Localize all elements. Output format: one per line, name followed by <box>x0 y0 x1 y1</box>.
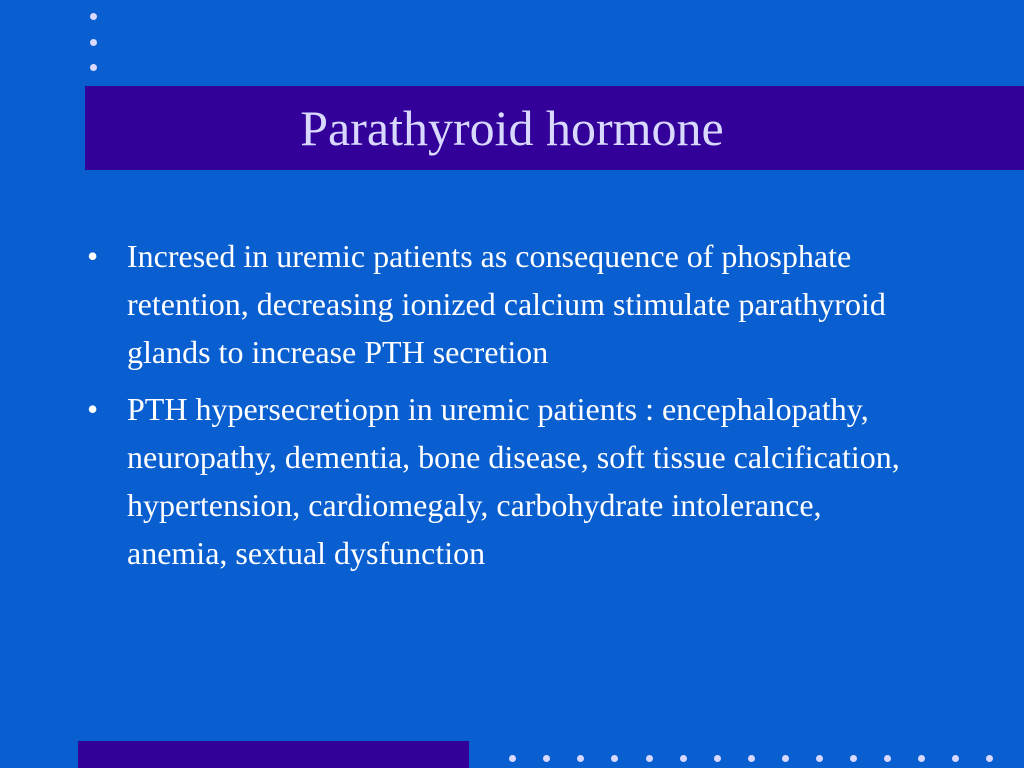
bullet-item <box>85 385 915 577</box>
decorative-dot <box>680 755 687 762</box>
decorative-dot <box>782 755 789 762</box>
slide-title: Parathyroid hormone <box>300 100 724 156</box>
bullet-text: Incresed in uremic patients as consequence of phosphate retention, decreasing ionized calcium stimulate parathyroid glands to increase PTH secretion <box>127 238 886 370</box>
decorative-dot <box>918 755 925 762</box>
decorative-dot <box>714 755 721 762</box>
bullet-marker: • <box>87 238 99 274</box>
decorative-dot <box>748 755 755 762</box>
decorative-dot <box>952 755 959 762</box>
decorative-dot <box>816 755 823 762</box>
bullet-marker: • <box>87 391 99 427</box>
decorative-dot <box>611 755 618 762</box>
bullet-list <box>85 232 915 586</box>
bottom-accent-bar <box>78 741 469 768</box>
decorative-dot <box>90 13 97 20</box>
decorative-dot <box>986 755 993 762</box>
decorative-dot <box>577 755 584 762</box>
decorative-dot <box>646 755 653 762</box>
decorative-dot <box>850 755 857 762</box>
decorative-dot <box>884 755 891 762</box>
decorative-dot <box>543 755 550 762</box>
bullet-item <box>85 232 915 376</box>
decorative-dot <box>90 64 97 71</box>
bullet-text: PTH hypersecretiopn in uremic patients : encephalopathy, neuropathy, dementia, bone disease, soft tissue calcification, hypertension, cardiomegaly, carbohydrate intolerance, anemia, sextual dysfunction <box>127 391 900 571</box>
decorative-dot <box>509 755 516 762</box>
decorative-dot <box>90 39 97 46</box>
